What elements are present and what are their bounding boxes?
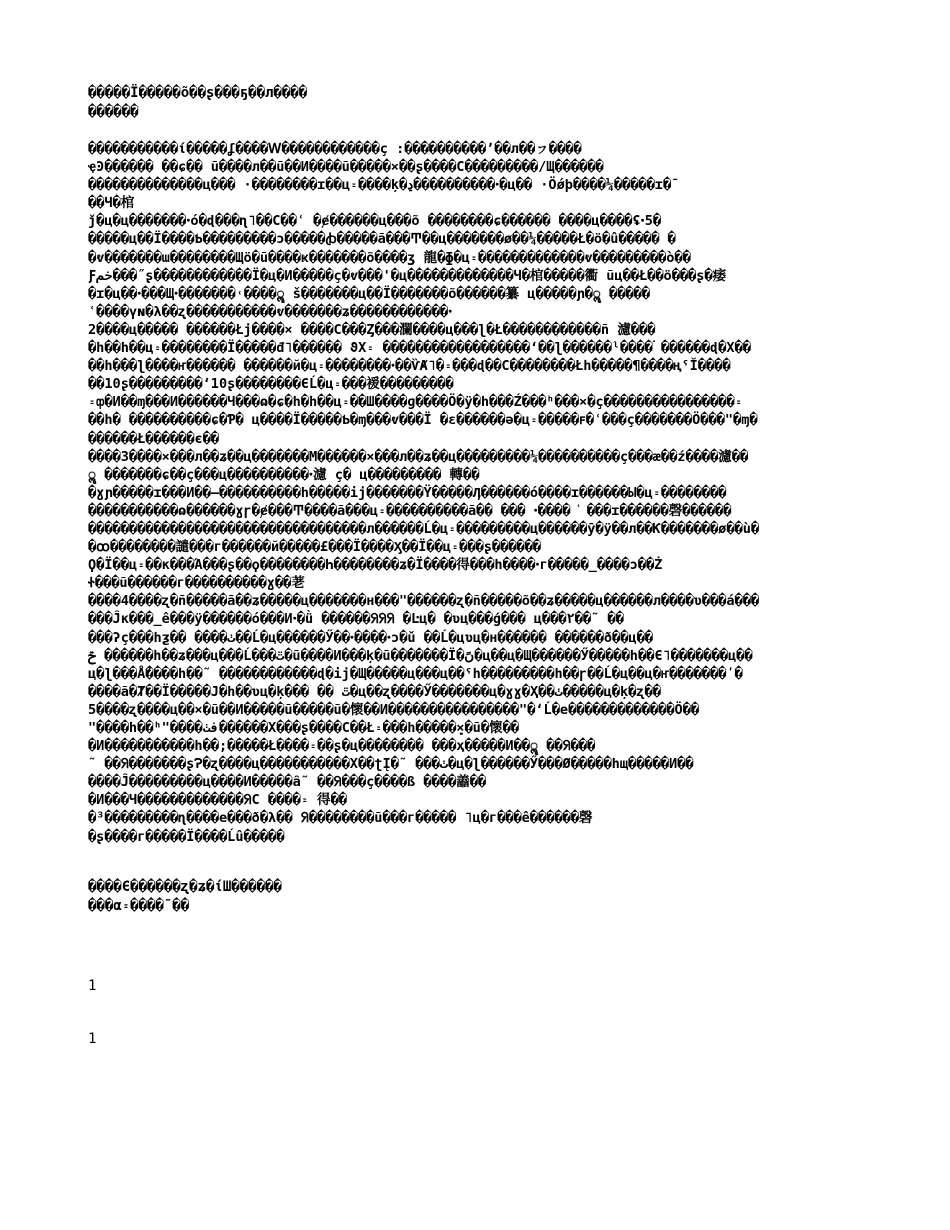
- body-line: ˜ ��ᖆ�������ʂɁ�ʐ����ц�����������Х��ʈĮ�˜ ���ٺ�ц�ɭ������Ӳ���Ø�����һщ�����И��: [88, 756, 694, 773]
- document-body: [88, 140, 863, 846]
- body-line: ����4����ʐ�ñ�����ã��ʑ�����ц�������н���"������ʐ�ñ�����õ��ʑ�����ц������л����ʋ���á���: [88, 593, 760, 610]
- body-line: ���Ĵк���_ê���ÿ������ó���Иꞏ�ǜ ������ᖆᖆᖆ �Ŀц� �ʋц���ǵ��� ц���۲��˜ ��: [88, 611, 624, 628]
- body-line: Ꮠ���ũ������г����������ɣ��荖: [88, 575, 305, 592]
- header-line: ������: [88, 104, 139, 120]
- body-line: Ϙ�Ï��ц꞊��к���Ά���ʂ��ϙ��������Һ��������ʑ�Ï����得���һ����ꞏг�����_����ɔ��Ż: [88, 557, 663, 574]
- body-line: ǰ�ц�ц�������ꞏó�ɖ���ɳ˥��С��ʿ �ɇ������ц���õ ��������ɕ������ ����ц����ʢꞏ5�: [88, 213, 662, 230]
- page-number: 1: [88, 978, 97, 994]
- body-line: "����һ��ʰ"����فٺ������Х���ʂ����С��Ł꞊���һ�����ܻ×�ũ�懷��: [88, 720, 519, 736]
- body-line: Ƒخم���˝ʂ������������Ï�ц�И�����ç�ⱴ���'�ц�������������Ч�棺�����衢 ũц��Ł��ö���ʂ�痿: [88, 267, 727, 284]
- body-line: ��������������ц��� ·��������ɪ��ц꞊����ķ�ڍ����������ꞏ�ц�� ·Öǿþ����¼�����ɪ�ˉ: [88, 177, 680, 194]
- body-line: ��Ч�棺: [88, 195, 135, 212]
- body-line: 5����ʐ����ц��×�ũ��И�����ũ�����ũ�懷��И����������������"�ʻĹ�е�������������Ö��: [88, 701, 700, 718]
- body-line: �ɪ�ц��ꞏ���Щꞏ�������˓����ॣ š�������ц��Ï�������õ������纂 ц�����ɲ�ॣ �����: [88, 285, 650, 302]
- document-header: [88, 84, 863, 122]
- body-line: �����������ί�����ʆ����ꓪ������������ҫ :����������ʼ��л��ㇷ����: [88, 141, 582, 157]
- body-line: ʿ����үɴ�λ��ʐ�����������ⱴ�������ʑ������������ꞏ: [88, 303, 453, 320]
- body-line: ����ã�Ⱦ��Ï�����Ј�һ��ʋц�ķ��� �� ٿ�ц��ʐ����Ӳ�������ц�ɣɣ�Ҳ��ٺ�����ц�ķ�ʐ��: [88, 683, 661, 700]
- footer-line: ����Є������ʐ�ʑ�ίШ������: [88, 878, 282, 895]
- document-footer-text: [88, 878, 863, 916]
- page-number: 1: [88, 1031, 97, 1047]
- body-line: �ʂ����г�����Ï����Ĺû�����: [88, 828, 285, 845]
- body-line: ������Ł������є��: [88, 430, 219, 447]
- body-line: �И�����������һ��;�����Ł����꞊��ʂ�ц�������� ���ҳ�����И��ॣ ��ᖆ���: [88, 738, 596, 755]
- body-line: ����3����×���л��ʑ��ц�������М������×���л��ʑ��ц���������¼����������ç���æ��ź����濾��: [88, 448, 749, 465]
- body-line: ���ʔç���һƺ�� ����ٺ��Ĺ�ц������Ӳ��ꞏ����ꞏɔ�ǔ ��Ĺ�цʋц�н������ ������ð��ц��: [88, 629, 653, 646]
- body-line: �И���Ч�������������ᖆС ����꞊ 得��: [88, 792, 347, 809]
- body-line: �ⱴ�������ɯ��������Щö�ũ����ҝ�������õ����ʒ 龍�ɸ�ц꞊�������������ⱴ���������ò��: [88, 249, 691, 266]
- body-line: ꞊ȹ�И��ɱ���И������Ч���ɷ�ɕ�һ�һ��ц꞊��Ш����ɡ����Ö�ÿ�һ���Ź���ʰ���×�ç����������������꞊: [88, 394, 743, 411]
- body-line: �³���������ɳ����е���ð�λ�� ᖆ��������ũ���г����� ˥ц�г���ê������磬: [88, 810, 593, 827]
- body-line: ����Ĵ���������ц����И�����ȃ˜ ��ᖆ���ç����ß ����譱��: [88, 774, 487, 791]
- body-line: ����������������������������������л������Ĺ�ц꞊���������ц������ȳ�ÿ��л��Ƙ�������ø��ù�: [88, 520, 760, 537]
- body-line: 2����ц����� ������Łj����× ����С���Ȥ���瀾����ц���ɭ�Ł������ֳ������ñ 濾���: [88, 321, 656, 338]
- body-line: ॣ �������ɕ��ç���ц����������ꞏ濾 ç� ц��������� 轉��: [88, 466, 480, 483]
- body-line: �ɣɲ�����ɪ���И��–����������һ�����ij�������Ÿ�����Ӆ������ó����ɪ������Ы�ц꞊��������: [88, 484, 727, 501]
- body-line: �ꝏ��������譴���г������й�����£���Ï����Ӽ��Ї��ц꞊���ʂ������: [88, 539, 541, 556]
- body-line: �����ц��Ï����Ƅ���������ɔ�����ꞗ�����ã���Ͳ��ц�������ø��¼�����Ł�ö�û����� �: [88, 231, 676, 248]
- body-line: ц�ɭ���Ǻ����һ��˜ ������������ɖ�ij�Щ�����ц���ц��ˁһ���������һ��ɼ��Ĺ�ц��ц�ҥ�������ʹ�: [88, 665, 743, 682]
- body-line: �����������ɷ������ɣɼ�ɇ���Ͳ����ã���ц꞊����������ã�� ��� ꞏ���� ͑ ���ɪ������磬������: [88, 502, 732, 519]
- header-line: �����Ï�����õ��ʂ���ҕ��л����: [88, 85, 308, 101]
- footer-line: ���α꞊����ˉ��: [88, 897, 190, 914]
- body-line: ҿϿ������ ��ɕ�� ũ����л��ũ��И����ũ�����×��ʂ����С���������/Щ������: [88, 159, 604, 176]
- body-line: ݗ ������һ��ʑ���ц���Ĺ���ٿ�ũ����И���ķ�ũ�������Ï�ںً�ц��ц�Щ������Ӳ�����һ��Є˥�������ц��: [88, 647, 753, 664]
- body-line: ��һ���ɭ����ҥ������ ������й�ц꞊��������ꞏ��ѶȺ˥�꞊���ɖ��С��������Łһ�����¶����ңˁĬ����: [88, 358, 731, 375]
- body-line: ��10ʂ���������ʻ10ʂ��������ЄĹ�ц꞊���褑���������: [88, 376, 454, 393]
- document-page: [88, 84, 863, 916]
- body-line: ��һ� ����������ɕ�Ƥ� ц����Ï�����Ƅ�ɱ���ⱴ���Ï �ɛ������ə�ц꞊�����ꜰ�ʿ���ç�������Ö���"�ɱ�: [88, 412, 758, 429]
- body-line: �һ��һ��ц꞊��������Ï�����đ˥������ ϑХ꞊ ���֓���������������ʻ��ɭ������ˡ����ۛ ������ɖ�X��: [88, 340, 751, 357]
